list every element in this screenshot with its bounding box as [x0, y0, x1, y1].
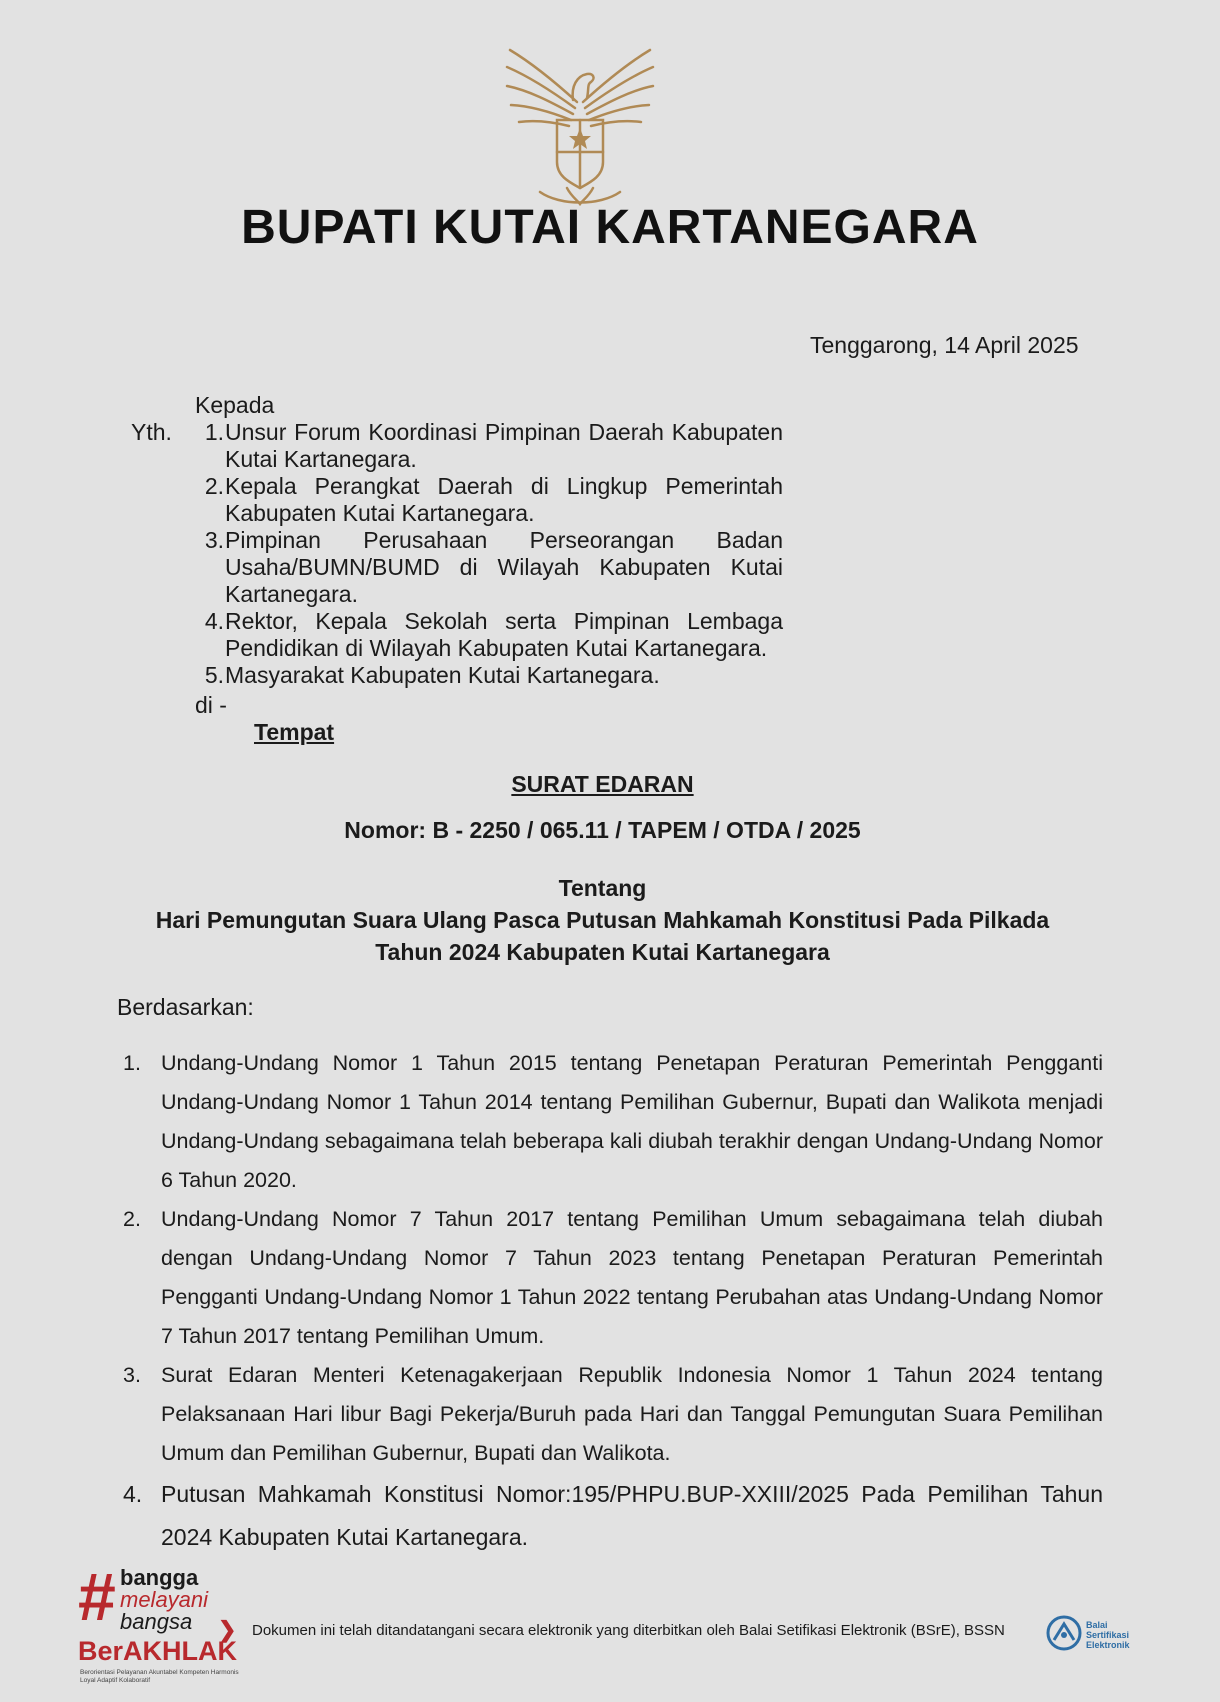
logo-line-3: bangsa [120, 1609, 193, 1634]
basis-number: 1. [123, 1051, 141, 1075]
recipient-number: 4. [204, 608, 224, 634]
recipient-text: Masyarakat Kabupaten Kutai Kartanegara. [225, 662, 660, 688]
basis-text: Surat Edaran Menteri Ketenagakerjaan Republik Indonesia Nomor 1 Tahun 2024 tentang Pelaksanaan Hari libur Bagi Pekerja/Buruh pada Hari dan Tanggal Pemungutan Suara Pemilihan Umum dan Pemilihan Gubernur, Bupati dan Walikota. [161, 1363, 1103, 1465]
basis-item [117, 1200, 1103, 1356]
basis-item [117, 1044, 1103, 1200]
basis-number: 2. [123, 1207, 141, 1231]
bsre-line-2: Sertifikasi [1086, 1630, 1130, 1640]
recipient-number: 3. [204, 527, 224, 553]
berakhlak-logo [78, 1559, 239, 1688]
recipient-text: Rektor, Kepala Sekolah serta Pimpinan Lembaga Pendidikan di Wilayah Kabupaten Kutai Kartanegara. [225, 608, 783, 661]
bsre-label [1086, 1620, 1130, 1650]
basis-number: 3. [123, 1363, 141, 1387]
circular-number: Nomor: B - 2250 / 065.11 / TAPEM / OTDA / 2025 [344, 817, 861, 843]
logo-line-1: bangga [120, 1565, 199, 1590]
circular-title: SURAT EDARAN [511, 771, 694, 797]
chevron-right-icon: ❯ [218, 1617, 237, 1642]
basis-item [117, 1473, 1103, 1559]
recipient-number: 1. [204, 419, 224, 445]
recipient-item [195, 419, 783, 473]
basis-text: Putusan Mahkamah Konstitusi Nomor:195/PHPU.BUP-XXIII/2025 Pada Pemilihan Tahun 2024 Kabupaten Kutai Kartanegara. [161, 1481, 1103, 1550]
basis-number: 4. [123, 1481, 143, 1507]
recipient-number: 5. [204, 662, 224, 688]
kepada-label: Kepada [195, 392, 275, 418]
bsre-icon [1045, 1614, 1083, 1652]
bsre-line-3: Elektronik [1086, 1640, 1130, 1650]
subject-line-1: Hari Pemungutan Suara Ulang Pasca Putusan Mahkamah Konstitusi Pada Pilkada [155, 907, 1050, 933]
recipient-item [195, 527, 783, 608]
letter-date: Tenggarong, 14 April 2025 [810, 332, 1079, 358]
recipient-list [195, 419, 783, 689]
garuda-emblem-icon [495, 42, 665, 212]
basis-list [117, 1044, 1103, 1559]
recipient-item [195, 608, 783, 662]
hashtag-icon: # [78, 1559, 116, 1635]
bsre-logo [1045, 1614, 1145, 1664]
tentang-label: Tentang [558, 875, 647, 901]
bsre-line-1: Balai [1086, 1620, 1108, 1630]
recipient-text: Pimpinan Perusahaan Perseorangan Badan Usaha/BUMN/BUMD di Wilayah Kabupaten Kutai Kartanegara. [225, 527, 783, 607]
recipient-item [195, 662, 783, 689]
logo-tagline: Berorientasi Pelayanan Akuntabel Kompeten Harmonis Loyal Adaptif Kolaboratif [80, 1669, 239, 1684]
basis-item [117, 1356, 1103, 1473]
recipient-item [195, 473, 783, 527]
tempat-label: Tempat [254, 719, 335, 745]
basis-text: Undang-Undang Nomor 1 Tahun 2015 tentang Penetapan Peraturan Pemerintah Pengganti Undang-Undang Nomor 1 Tahun 2014 tentang Pemilihan Gubernur, Bupati dan Walikota menjadi Undang-Undang sebagaimana telah beberapa kali diubah terakhir dengan Undang-Undang Nomor 6 Tahun 2020. [161, 1051, 1103, 1192]
recipient-number: 2. [204, 473, 224, 499]
recipient-text: Unsur Forum Koordinasi Pimpinan Daerah Kabupaten Kutai Kartanegara. [225, 419, 783, 472]
basis-text: Undang-Undang Nomor 7 Tahun 2017 tentang Pemilihan Umum sebagaimana telah diubah dengan Undang-Undang Nomor 7 Tahun 2023 tentang Penetapan Peraturan Pemerintah Pengganti Undang-Undang Nomor 1 Tahun 2022 tentang Perubahan atas Undang-Undang Nomor 7 Tahun 2017 tentang Pemilihan Umum. [161, 1207, 1103, 1348]
issuer-title: BUPATI KUTAI KARTANEGARA [241, 201, 979, 254]
logo-line-2: melayani [120, 1587, 209, 1612]
basis-label: Berdasarkan: [117, 994, 254, 1020]
logo-brand: BerAKHLAK [78, 1636, 238, 1666]
yth-label: Yth. [131, 419, 172, 445]
circular-subject [100, 872, 1105, 968]
subject-line-2: Tahun 2024 Kabupaten Kutai Kartanegara [375, 939, 830, 965]
e-signature-note: Dokumen ini telah ditandatangani secara elektronik yang diterbitkan oleh Balai Setifikasi Elektronik (BSrE), BSSN [252, 1622, 1005, 1639]
di-label: di - [195, 692, 227, 718]
recipient-text: Kepala Perangkat Daerah di Lingkup Pemerintah Kabupaten Kutai Kartanegara. [225, 473, 783, 526]
